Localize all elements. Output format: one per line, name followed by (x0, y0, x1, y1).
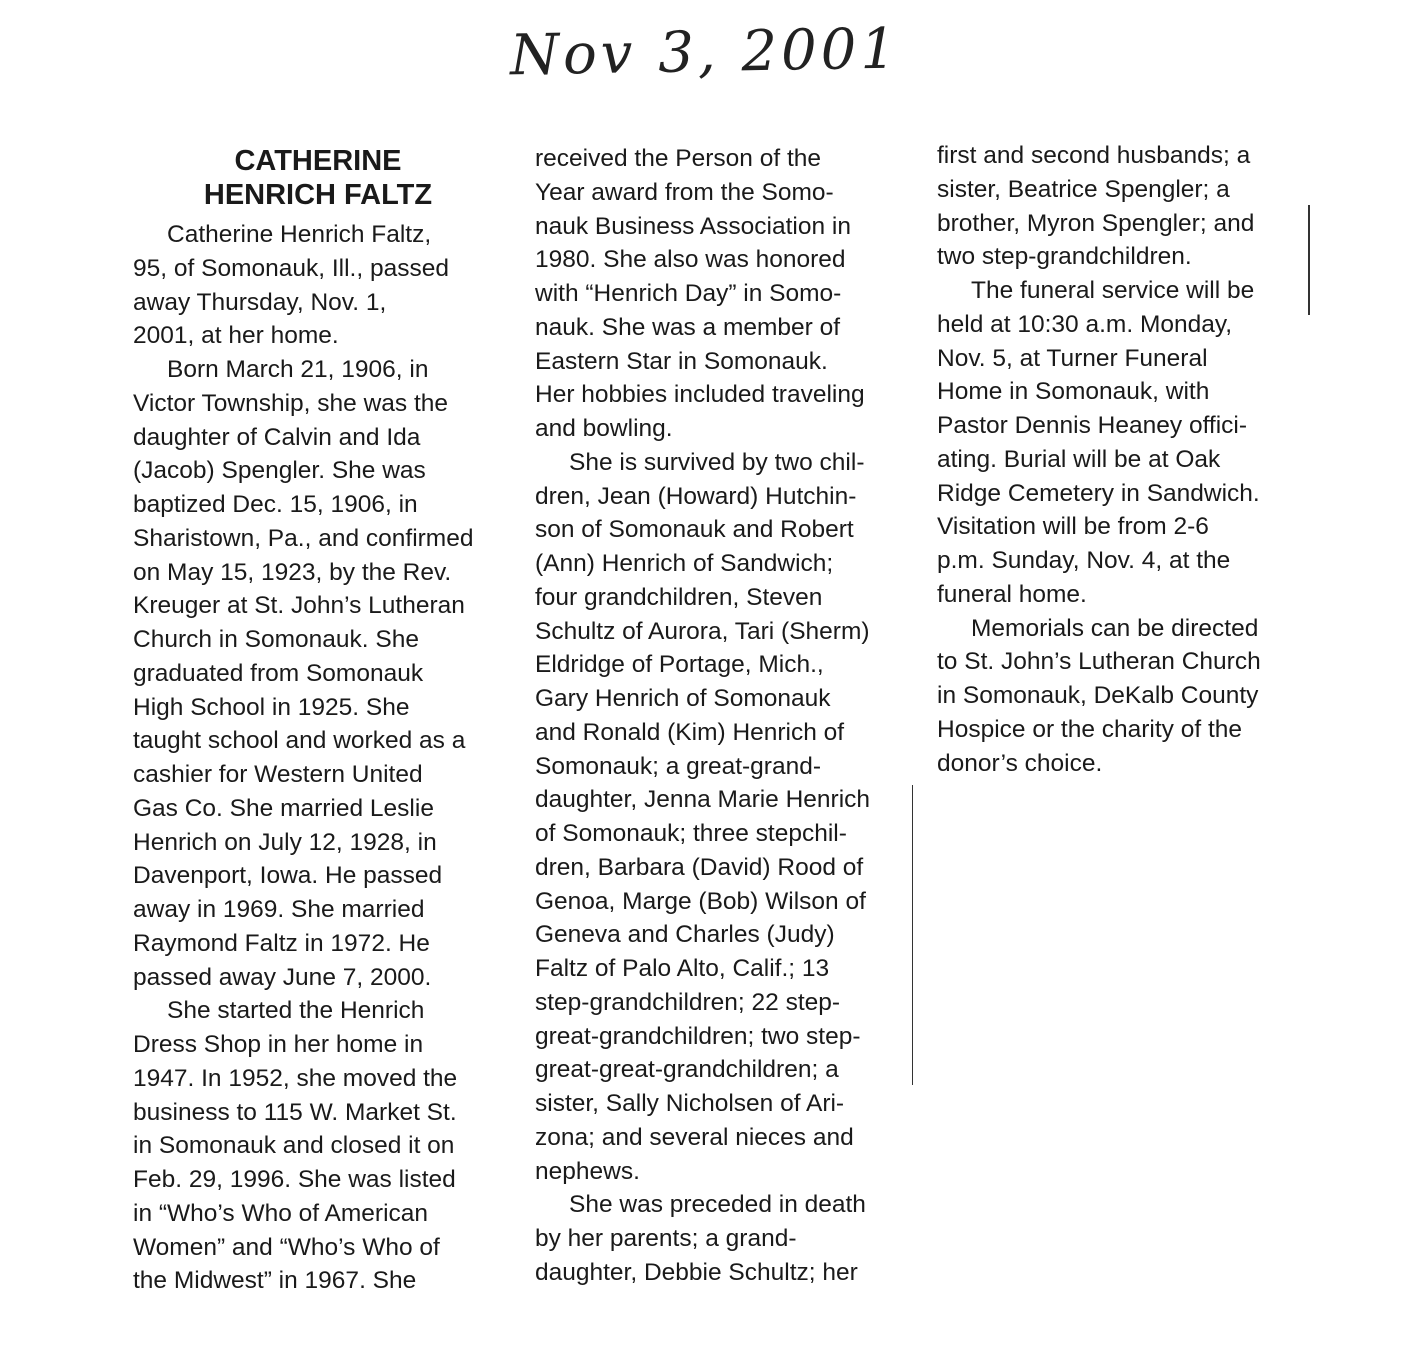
text-line: and bowling. (535, 415, 673, 442)
text-line: business to 115 W. Market St. (133, 1098, 457, 1126)
text-line: 1980. She also was honored (535, 246, 846, 274)
text-line: nauk Business Association in (535, 212, 851, 240)
text-line: Eastern Star in Somonauk. (535, 347, 828, 375)
text-line: graduated from Somonauk (133, 659, 424, 687)
text-line: Nov. 5, at Turner Funeral (937, 344, 1208, 372)
text-line: of Somonauk; three stepchil- (535, 820, 847, 847)
text-line: Gary Henrich of Somonauk (535, 685, 831, 712)
text-line: and Ronald (Kim) Henrich of (535, 718, 845, 746)
text-line: Home in Somonauk, with (937, 378, 1210, 406)
text-line: 95, of Somonauk, Ill., passed (133, 254, 449, 282)
text-line: in Somonauk, DeKalb County (937, 682, 1259, 709)
text-line: Memorials can be directed (971, 614, 1259, 642)
text-line: Dress Shop in her home in (133, 1031, 424, 1058)
text-line: dren, Barbara (David) Rood of (535, 853, 864, 881)
text-line: Davenport, Iowa. He passed (133, 862, 443, 890)
text-line: step-grandchildren; 22 step- (535, 988, 841, 1016)
text-line: 1947. In 1952, she moved the (133, 1064, 458, 1092)
text-line: Pastor Dennis Heaney offici- (937, 412, 1248, 439)
text-line: She was preceded in death (569, 1191, 866, 1219)
text-line: great-great-grandchildren; a (535, 1056, 839, 1084)
text-line: Henrich on July 12, 1928, in (133, 828, 437, 856)
text-line: four grandchildren, Steven (535, 583, 823, 611)
text-line: by her parents; a grand- (535, 1225, 797, 1252)
text-line: the Midwest” in 1967. She (133, 1267, 417, 1295)
text-line: Kreuger at St. John’s Lutheran (133, 592, 465, 620)
handwritten-date: Nov 3, 2001 (509, 16, 901, 89)
text-line: Raymond Faltz in 1972. He (133, 929, 430, 957)
text-line: Year award from the Somo- (535, 178, 834, 206)
text-line: Born March 21, 1906, in (167, 356, 429, 383)
text-line: Visitation will be from 2-6 (937, 513, 1209, 541)
text-line: on May 15, 1923, by the Rev. (133, 558, 452, 586)
text-line: Somonauk; a great-grand- (535, 752, 821, 780)
text-line: away in 1969. She married (133, 896, 425, 923)
text-line: two step-grandchildren. (937, 243, 1192, 271)
text-line: to St. John’s Lutheran Church (937, 648, 1261, 676)
text-line: Victor Township, she was the (133, 389, 449, 417)
text-line: in “Who’s Who of American (133, 1199, 429, 1227)
text-line: daughter of Calvin and Ida (133, 423, 421, 451)
column-3 (937, 139, 1261, 780)
text-line: baptized Dec. 15, 1906, in (133, 491, 418, 518)
text-line: Schultz of Aurora, Tari (Sherm) (535, 617, 870, 645)
text-line: funeral home. (937, 580, 1087, 608)
column-rule (912, 785, 913, 1085)
text-line: She started the Henrich (167, 997, 425, 1025)
text-line: son of Somonauk and Robert (535, 516, 854, 544)
text-line: Genoa, Marge (Bob) Wilson of (535, 887, 866, 915)
text-line: sister, Beatrice Spengler; a (937, 175, 1230, 203)
text-line: (Ann) Henrich of Sandwich; (535, 550, 834, 577)
text-line: daughter, Jenna Marie Henrich (535, 786, 871, 814)
text-line: away Thursday, Nov. 1, (133, 288, 387, 316)
text-line: dren, Jean (Howard) Hutchin- (535, 482, 857, 510)
column-2 (535, 142, 870, 1290)
text-line: cashier for Western United (133, 761, 423, 788)
text-line: first and second husbands; a (937, 142, 1251, 169)
title-line: CATHERINE (234, 145, 402, 177)
text-line: p.m. Sunday, Nov. 4, at the (937, 547, 1231, 574)
text-line: Sharistown, Pa., and confirmed (133, 524, 474, 552)
text-line: received the Person of the (535, 145, 822, 172)
text-line: sister, Sally Nicholsen of Ari- (535, 1090, 845, 1117)
text-line: zona; and several nieces and (535, 1123, 854, 1151)
text-line: Catherine Henrich Faltz, (167, 221, 432, 248)
text-line: 2001, at her home. (133, 322, 339, 350)
text-line: donor’s choice. (937, 749, 1103, 777)
text-line: Faltz of Palo Alto, Calif.; 13 (535, 955, 830, 982)
text-line: ating. Burial will be at Oak (937, 445, 1221, 473)
text-line: The funeral service will be (971, 277, 1255, 304)
text-line: Eldridge of Portage, Mich., (535, 651, 824, 679)
text-line: Ridge Cemetery in Sandwich. (937, 479, 1260, 507)
text-line: in Somonauk and closed it on (133, 1132, 455, 1160)
text-line: Her hobbies included traveling (535, 381, 865, 409)
column-rule (1308, 205, 1310, 315)
text-line: taught school and worked as a (133, 727, 466, 755)
text-line: She is survived by two chil- (569, 448, 865, 476)
text-line: with “Henrich Day” in Somo- (535, 280, 842, 307)
text-line: Hospice or the charity of the (937, 715, 1243, 743)
obituary-title (140, 144, 496, 212)
text-line: daughter, Debbie Schultz; her (535, 1258, 858, 1286)
title-line: HENRICH FALTZ (203, 179, 433, 211)
text-line: nephews. (535, 1157, 640, 1185)
text-line: Women” and “Who’s Who of (133, 1233, 440, 1261)
text-line: great-grandchildren; two step- (535, 1022, 861, 1050)
text-line: High School in 1925. She (133, 693, 410, 721)
text-line: Feb. 29, 1996. She was listed (133, 1166, 456, 1193)
text-line: (Jacob) Spengler. She was (133, 457, 426, 485)
text-line: Church in Somonauk. She (133, 626, 419, 653)
text-line: passed away June 7, 2000. (133, 963, 432, 991)
text-line: nauk. She was a member of (535, 313, 841, 341)
column-1 (133, 218, 473, 1298)
text-line: Gas Co. She married Leslie (133, 794, 434, 822)
text-line: Geneva and Charles (Judy) (535, 921, 835, 949)
text-line: held at 10:30 a.m. Monday, (937, 310, 1233, 338)
text-line: brother, Myron Spengler; and (937, 209, 1255, 237)
